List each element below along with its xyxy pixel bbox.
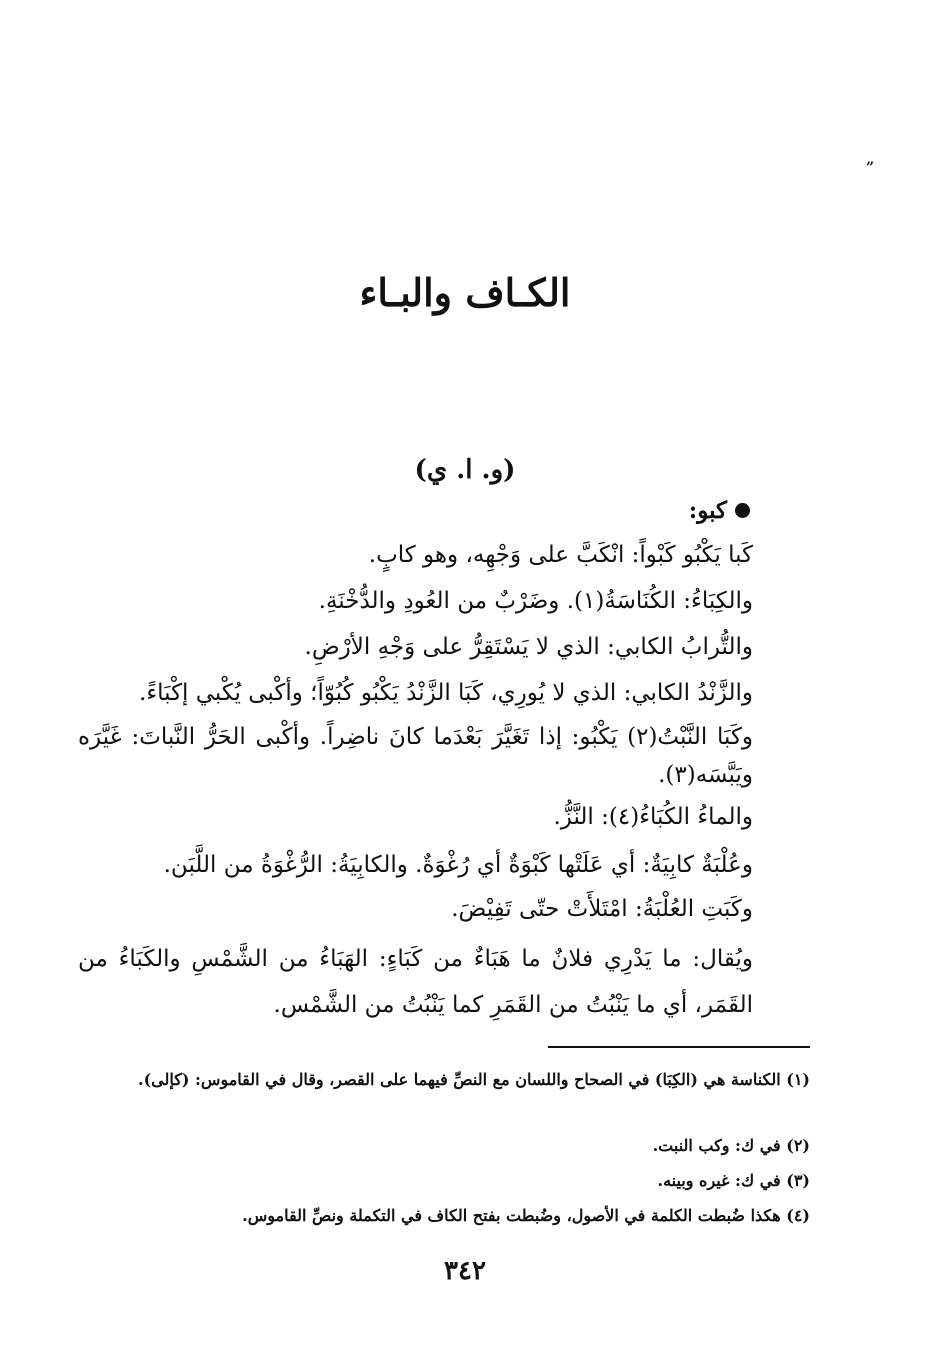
- footnote: (١) الكناسة هي (الكِبَا) في الصحاح واللسان مع النصِّ فيهما على القصر، وقال في القاموس: (كإلى).: [138, 1070, 810, 1089]
- body-line: والماءُ الكُبَاءُ(٤): النَّزُّ.: [553, 804, 753, 830]
- headword-text: كبو:: [688, 497, 727, 524]
- page-number: ٣٤٢: [444, 1256, 486, 1286]
- body-line: كَبا يَكْبُو كَبْواً: انْكَبَّ على وَجْهِه، وهو كابٍ.: [368, 542, 753, 568]
- root-heading: (و. ا. ي): [414, 455, 516, 485]
- body-line: وكَبَتِ العُلْبَةُ: امْتَلأَتْ حتّى تَفِيْضَ.: [451, 896, 753, 922]
- body-line: وكَبَا النَّبْتُ(٢) يَكْبُو: إذا تَغَيَّرَ بَعْدَما كانَ ناضِراً. وأكْبى الحَرُّ النَّباتَ: غَيَّرَه ويَبَّسَه(٣).: [78, 724, 754, 788]
- chapter-title: الكـاف والبـاء: [359, 270, 571, 315]
- entry-headword: [689, 497, 750, 524]
- body-line: والتُّرابُ الكابي: الذي لا يَسْتَقِرُّ على وَجْهِ الأرْضِ.: [304, 634, 753, 660]
- footnote: (٣) في ك: غيره وبينه.: [657, 1171, 810, 1190]
- footnote: (٢) في ك: وكب النبت.: [652, 1136, 810, 1155]
- body-line: والكِبَاءُ: الكُنَاسَةُ(١). وضَرْبٌ من العُودِ والدُّخْنَةِ.: [318, 588, 753, 614]
- footnote: (٤) هكذا ضُبطت الكلمة في الأصول، وضُبطت بفتح الكاف في التكملة ونصِّ القاموس.: [242, 1206, 810, 1225]
- footnote-divider: [548, 1046, 810, 1048]
- bullet-icon: [735, 503, 750, 518]
- corner-mark: ”: [866, 160, 875, 176]
- body-line: والزَّنْدُ الكابي: الذي لا يُورِي، كَبَا الزَّنْدُ يَكْبُو كُبُوّاً؛ وأكْبى يُكْبي إكْبَاءً.: [139, 680, 753, 706]
- body-line: ويُقال: ما يَدْرِي فلانٌ ما هَبَاءٌ من كَبَاءٍ: الهَبَاءُ من الشَّمْسِ والكَبَاءُ من القَمَر، أي ما يَنْبُتُ من القَمَرِ كما يَنْبُتُ من الشَّمْس.: [78, 946, 753, 1018]
- body-line: وعُلْبَةٌ كابِيَةٌ: أي عَلَتْها كَبْوَةٌ أي رُغْوَةٌ. والكابِيَةُ: الرُّغْوَةُ من اللَّبَن.: [163, 852, 753, 878]
